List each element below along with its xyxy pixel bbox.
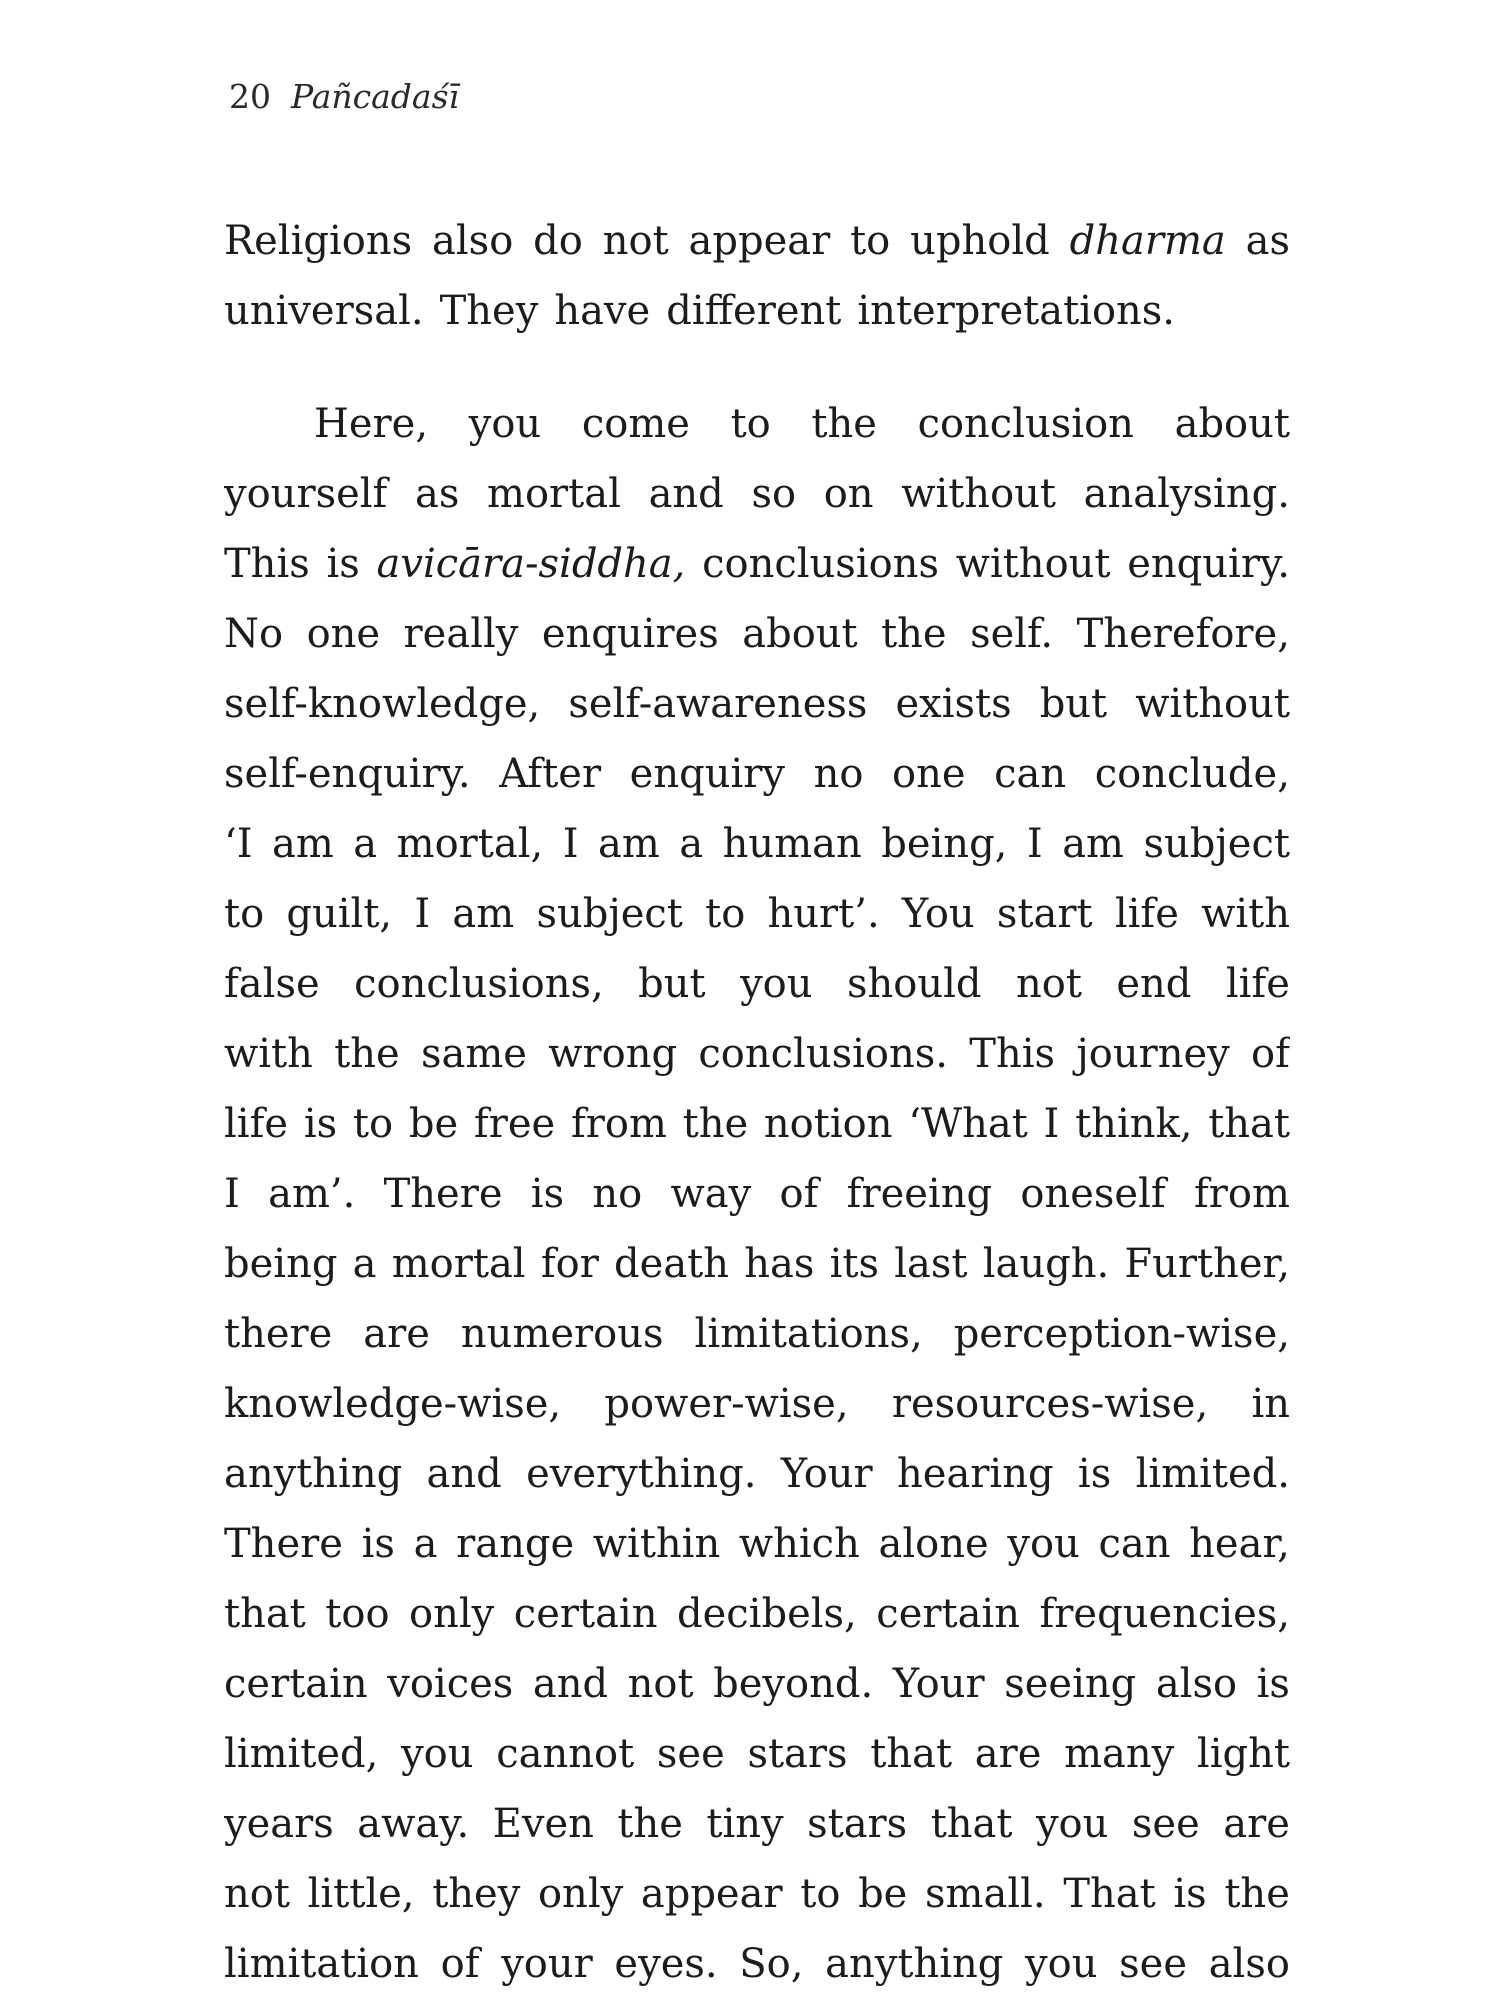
word: being — [224, 1241, 338, 1287]
text-line — [224, 1509, 1290, 1579]
word: be — [408, 1101, 459, 1147]
paragraph — [224, 389, 1290, 1999]
word: and — [532, 1661, 609, 1707]
text-line — [224, 1859, 1290, 1929]
word: free — [473, 1101, 556, 1147]
word: also — [432, 218, 514, 264]
word: should — [846, 961, 982, 1007]
word: being, — [881, 821, 1008, 867]
word: to — [224, 891, 265, 937]
text-line — [224, 1649, 1290, 1719]
word: as — [415, 471, 460, 517]
word: appear — [640, 1871, 783, 1917]
word: eyes. — [614, 1941, 718, 1987]
word: certain — [224, 1661, 368, 1707]
word: resources-wise, — [891, 1381, 1209, 1427]
word: the — [617, 1801, 683, 1847]
book-title: Pañcadaśī — [291, 77, 460, 116]
word: one — [306, 611, 381, 657]
word: universal. — [224, 288, 424, 334]
word: conclusions, — [354, 961, 604, 1007]
word: be — [858, 1871, 908, 1917]
text-line — [224, 879, 1290, 949]
word: are — [363, 1311, 430, 1357]
word: the — [811, 401, 877, 447]
word: see — [1131, 1801, 1200, 1847]
word: there — [224, 1311, 333, 1357]
text-line — [224, 1019, 1290, 1089]
word: Therefore, — [1076, 611, 1290, 657]
word: conclude, — [1094, 751, 1290, 797]
word: a — [413, 1521, 438, 1567]
word: about — [1174, 401, 1290, 447]
word: can — [1098, 1521, 1171, 1567]
word: enquires — [541, 611, 719, 657]
word: am — [452, 891, 515, 937]
word: There — [224, 1521, 343, 1567]
word: hurt’. — [767, 891, 880, 937]
word: anything — [224, 1451, 403, 1497]
text-line — [224, 1159, 1290, 1229]
word: end — [1116, 961, 1192, 1007]
word: Religions — [224, 218, 413, 264]
word: come — [581, 401, 690, 447]
word: stars — [747, 1731, 848, 1777]
word: false — [224, 961, 320, 1007]
word: is — [303, 1101, 338, 1147]
word: This — [224, 541, 310, 587]
text-line — [224, 459, 1290, 529]
word: the — [682, 1101, 749, 1147]
text-line — [224, 1929, 1290, 1999]
word: perception-wise, — [953, 1311, 1290, 1357]
word: everything. — [526, 1451, 757, 1497]
word: is — [326, 541, 360, 587]
word: yourself — [224, 471, 388, 517]
word: to — [730, 401, 771, 447]
word: you — [1025, 1941, 1098, 1987]
word: no — [592, 1171, 643, 1217]
word: same — [420, 1031, 527, 1077]
word: from — [1193, 1171, 1290, 1217]
text-line — [224, 809, 1290, 879]
word: years — [224, 1801, 334, 1847]
word: limited, — [224, 1731, 379, 1777]
word: That — [1063, 1871, 1156, 1917]
word: you — [1035, 1801, 1109, 1847]
word: conclusion — [917, 401, 1134, 447]
word: freeing — [846, 1171, 993, 1217]
word: to — [705, 891, 746, 937]
word: I — [1043, 1101, 1060, 1147]
word: I — [414, 891, 431, 937]
word: You — [901, 891, 975, 937]
text-line — [224, 1719, 1290, 1789]
word: ‘I — [224, 821, 253, 867]
word: have — [554, 288, 651, 334]
word: you — [1007, 1521, 1080, 1567]
word: voices — [387, 1661, 514, 1707]
word: analysing. — [1083, 471, 1290, 517]
word: not — [1015, 961, 1082, 1007]
word: journey — [1076, 1031, 1230, 1077]
word: of — [1251, 1031, 1290, 1077]
word: self-knowledge, — [224, 681, 541, 727]
word: I — [562, 821, 579, 867]
word: one — [892, 751, 966, 797]
word: that — [1208, 1101, 1290, 1147]
word: really — [403, 611, 519, 657]
word: enquiry — [629, 751, 785, 797]
word: enquiry. — [1127, 541, 1290, 587]
word: about — [742, 611, 858, 657]
word: to — [800, 1871, 841, 1917]
word: you — [468, 401, 542, 447]
word: is — [1173, 1871, 1207, 1917]
word: limitations, — [694, 1311, 923, 1357]
word: so — [751, 471, 797, 517]
word: appear — [688, 218, 831, 264]
word: that — [930, 1801, 1013, 1847]
word: last — [894, 1241, 968, 1287]
word: hearing — [897, 1451, 1054, 1497]
running-head — [229, 77, 460, 116]
word: No — [224, 611, 284, 657]
page-number: 20 — [229, 77, 271, 116]
word: light — [1196, 1731, 1290, 1777]
word: There — [383, 1171, 503, 1217]
text-line — [224, 1229, 1290, 1299]
text-line — [224, 669, 1290, 739]
word: conclusions. — [698, 1031, 948, 1077]
word: beyond. — [713, 1661, 874, 1707]
word: Further, — [1124, 1241, 1290, 1287]
word: they — [432, 1871, 521, 1917]
word: the — [334, 1031, 400, 1077]
body-text — [224, 206, 1290, 1999]
word: range — [456, 1521, 575, 1567]
word: way — [670, 1171, 752, 1217]
text-line — [224, 1089, 1290, 1159]
word: mortal — [487, 471, 621, 517]
text-line — [224, 389, 1290, 459]
text-line — [224, 1369, 1290, 1439]
word: exists — [895, 681, 1012, 727]
word: certain — [513, 1591, 658, 1637]
word: They — [439, 288, 539, 334]
word: Even — [492, 1801, 594, 1847]
text-line — [224, 949, 1290, 1019]
word: different — [666, 288, 842, 334]
word: is — [1077, 1451, 1112, 1497]
word: anything — [825, 1941, 1004, 1987]
word: do — [533, 218, 583, 264]
word: can — [994, 751, 1067, 797]
word: but — [1039, 681, 1108, 727]
text-line — [224, 529, 1290, 599]
word: self-awareness — [568, 681, 868, 727]
word: not — [602, 218, 669, 264]
word: is — [530, 1171, 565, 1217]
word: human — [722, 821, 862, 867]
word: without — [1135, 681, 1290, 727]
word: am’. — [268, 1171, 356, 1217]
word: notion — [763, 1101, 893, 1147]
word: to — [352, 1101, 394, 1147]
word: the — [1224, 1871, 1290, 1917]
text-line — [224, 1579, 1290, 1649]
word: cannot — [496, 1731, 635, 1777]
word: interpretations. — [857, 288, 1176, 334]
word: and — [648, 471, 724, 517]
word: frequencies, — [1039, 1591, 1290, 1637]
word: certain — [876, 1591, 1020, 1637]
word: life — [224, 1101, 289, 1147]
word: too — [325, 1591, 390, 1637]
word: numerous — [460, 1311, 664, 1357]
word: which — [738, 1521, 860, 1567]
text-line — [224, 1299, 1290, 1369]
text-line — [224, 206, 1290, 276]
word: small. — [925, 1871, 1046, 1917]
word: without — [901, 471, 1056, 517]
word: but — [638, 961, 706, 1007]
word: not — [627, 1661, 694, 1707]
word: and — [426, 1451, 502, 1497]
word: conclusions — [702, 541, 939, 587]
word: am — [598, 821, 660, 867]
text-line — [224, 1439, 1290, 1509]
word: subject — [536, 891, 683, 937]
word: mortal — [391, 1241, 526, 1287]
word: After — [499, 751, 602, 797]
word: has — [744, 1241, 815, 1287]
word: limited. — [1135, 1451, 1290, 1497]
word: that — [870, 1731, 953, 1777]
text-line — [224, 739, 1290, 809]
word: knowledge-wise, — [224, 1381, 562, 1427]
word: start — [996, 891, 1093, 937]
text-line — [224, 599, 1290, 669]
word: are — [974, 1731, 1042, 1777]
word: without — [955, 541, 1111, 587]
word: Here, — [314, 401, 429, 447]
paragraph — [224, 206, 1290, 346]
word: a — [353, 821, 378, 867]
word: wrong — [548, 1031, 678, 1077]
word: little, — [307, 1871, 415, 1917]
word: Your — [780, 1451, 873, 1497]
word: your — [501, 1941, 593, 1987]
word: a — [679, 821, 704, 867]
word: of — [779, 1171, 819, 1217]
word: to — [850, 218, 891, 264]
word: ‘What — [908, 1101, 1028, 1147]
word: think, — [1075, 1101, 1193, 1147]
word: stars — [807, 1801, 908, 1847]
word: oneself — [1020, 1171, 1166, 1217]
word: also — [1208, 1941, 1290, 1987]
word: I — [1026, 821, 1043, 867]
word: only — [537, 1871, 624, 1917]
word: limitation — [224, 1941, 419, 1987]
word: death — [614, 1241, 730, 1287]
word: no — [813, 751, 864, 797]
word: not — [224, 1871, 290, 1917]
word: guilt, — [286, 891, 393, 937]
word: seeing — [1004, 1661, 1137, 1707]
word: is — [361, 1521, 395, 1567]
word: laugh. — [982, 1241, 1110, 1287]
word: its — [829, 1241, 879, 1287]
word: subject — [1143, 821, 1290, 867]
word: life — [1114, 891, 1179, 937]
word: the — [881, 611, 947, 657]
word: away. — [357, 1801, 470, 1847]
text-line — [224, 1789, 1290, 1859]
word: as — [1245, 218, 1290, 264]
text-line — [224, 276, 1290, 346]
word: a — [352, 1241, 377, 1287]
word: only — [409, 1591, 495, 1637]
word: for — [540, 1241, 599, 1287]
word: you — [401, 1731, 474, 1777]
word: self-enquiry. — [224, 751, 471, 797]
word: with — [224, 1031, 313, 1077]
word: am — [1062, 821, 1124, 867]
word: I — [224, 1171, 240, 1217]
word: alone — [878, 1521, 989, 1567]
word: with — [1201, 891, 1290, 937]
word: also — [1155, 1661, 1238, 1707]
word: of — [440, 1941, 480, 1987]
word: see — [1119, 1941, 1188, 1987]
word: within — [592, 1521, 721, 1567]
word: hear, — [1189, 1521, 1290, 1567]
word: from — [570, 1101, 667, 1147]
word: mortal, — [396, 821, 544, 867]
word: many — [1064, 1731, 1175, 1777]
word: see — [656, 1731, 725, 1777]
word: is — [1256, 1661, 1290, 1707]
word: So, — [739, 1941, 804, 1987]
word: dharma — [1069, 218, 1226, 264]
word: life — [1225, 961, 1290, 1007]
word: am — [272, 821, 334, 867]
word: you — [740, 961, 813, 1007]
word: power-wise, — [604, 1381, 849, 1427]
word: tiny — [706, 1801, 784, 1847]
word: This — [969, 1031, 1056, 1077]
word: decibels, — [676, 1591, 857, 1637]
word: are — [1223, 1801, 1290, 1847]
word: uphold — [910, 218, 1050, 264]
word: avicāra-siddha, — [376, 541, 686, 587]
word: on — [823, 471, 874, 517]
word: that — [224, 1591, 306, 1637]
word: self. — [970, 611, 1054, 657]
word: Your — [892, 1661, 985, 1707]
word: in — [1251, 1381, 1290, 1427]
